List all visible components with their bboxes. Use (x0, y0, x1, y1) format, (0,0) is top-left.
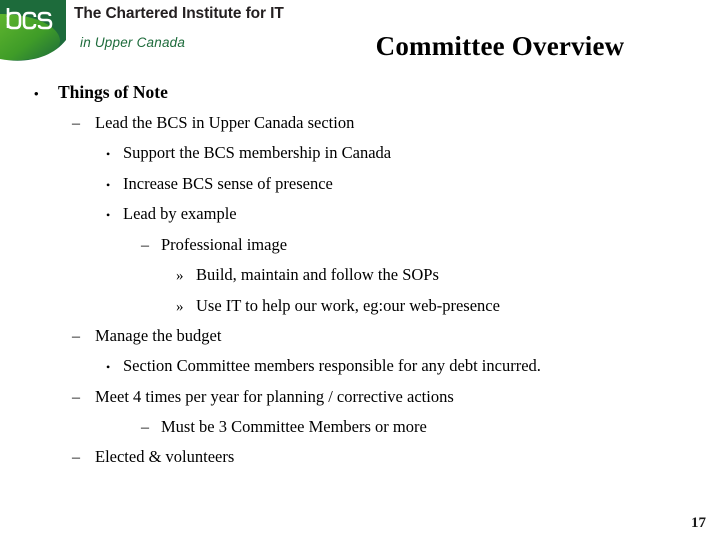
bullet-marker-icon: – (72, 388, 80, 406)
outline-item-text: Elected & volunteers (95, 447, 235, 466)
bullet-marker-icon: » (176, 268, 184, 284)
outline-item (0, 356, 720, 387)
bullet-marker-icon: – (72, 328, 80, 345)
bullet-marker-icon: – (72, 449, 80, 466)
logo-sub-name: in Upper Canada (80, 35, 186, 50)
bullet-marker-icon: • (34, 86, 39, 101)
page-title: Committee Overview (375, 31, 625, 61)
outline-content (0, 82, 720, 477)
outline-item-text: Increase BCS sense of presence (123, 173, 333, 193)
bullet-marker-icon: » (176, 298, 184, 315)
outline-item (0, 326, 720, 356)
outline-item-text: Support the BCS membership in Canada (123, 143, 392, 162)
bullet-marker-icon: – (141, 418, 149, 436)
bcs-logo-block (0, 0, 284, 66)
outline-item (0, 174, 720, 205)
outline-item-text: Lead the BCS in Upper Canada section (95, 113, 355, 132)
outline-item-text: Professional image (161, 234, 288, 254)
bullet-marker-icon: • (106, 360, 111, 374)
outline-item-text: Things of Note (58, 82, 168, 102)
outline-item (0, 82, 720, 113)
logo-org-name: The Chartered Institute for IT (74, 5, 284, 22)
bullet-marker-icon: • (106, 147, 111, 161)
bcs-logo-icon (0, 0, 66, 64)
outline-item (0, 417, 720, 448)
outline-item-text: Use IT to help our work, eg:our web-presence (196, 295, 500, 315)
bullet-marker-icon: – (72, 115, 80, 132)
outline-item-text: Lead by example (123, 204, 237, 223)
bullet-marker-icon: • (106, 177, 111, 192)
outline-item (0, 143, 720, 174)
outline-item (0, 113, 720, 143)
outline-item (0, 265, 720, 296)
outline-item-text: Meet 4 times per year for planning / corrective actions (95, 386, 454, 406)
page-number: 17 (691, 515, 706, 531)
outline-item-text: Must be 3 Committee Members or more (161, 416, 427, 436)
outline-item (0, 296, 720, 327)
outline-item-text: Build, maintain and follow the SOPs (196, 265, 439, 284)
outline-item (0, 204, 720, 235)
outline-item-text: Section Committee members responsible for any debt incurred. (123, 356, 541, 375)
outline-item (0, 387, 720, 417)
bullet-marker-icon: • (106, 208, 111, 222)
bullet-marker-icon: – (141, 236, 149, 254)
outline-item (0, 447, 720, 477)
outline-item-text: Manage the budget (95, 326, 222, 345)
outline-item (0, 235, 720, 266)
